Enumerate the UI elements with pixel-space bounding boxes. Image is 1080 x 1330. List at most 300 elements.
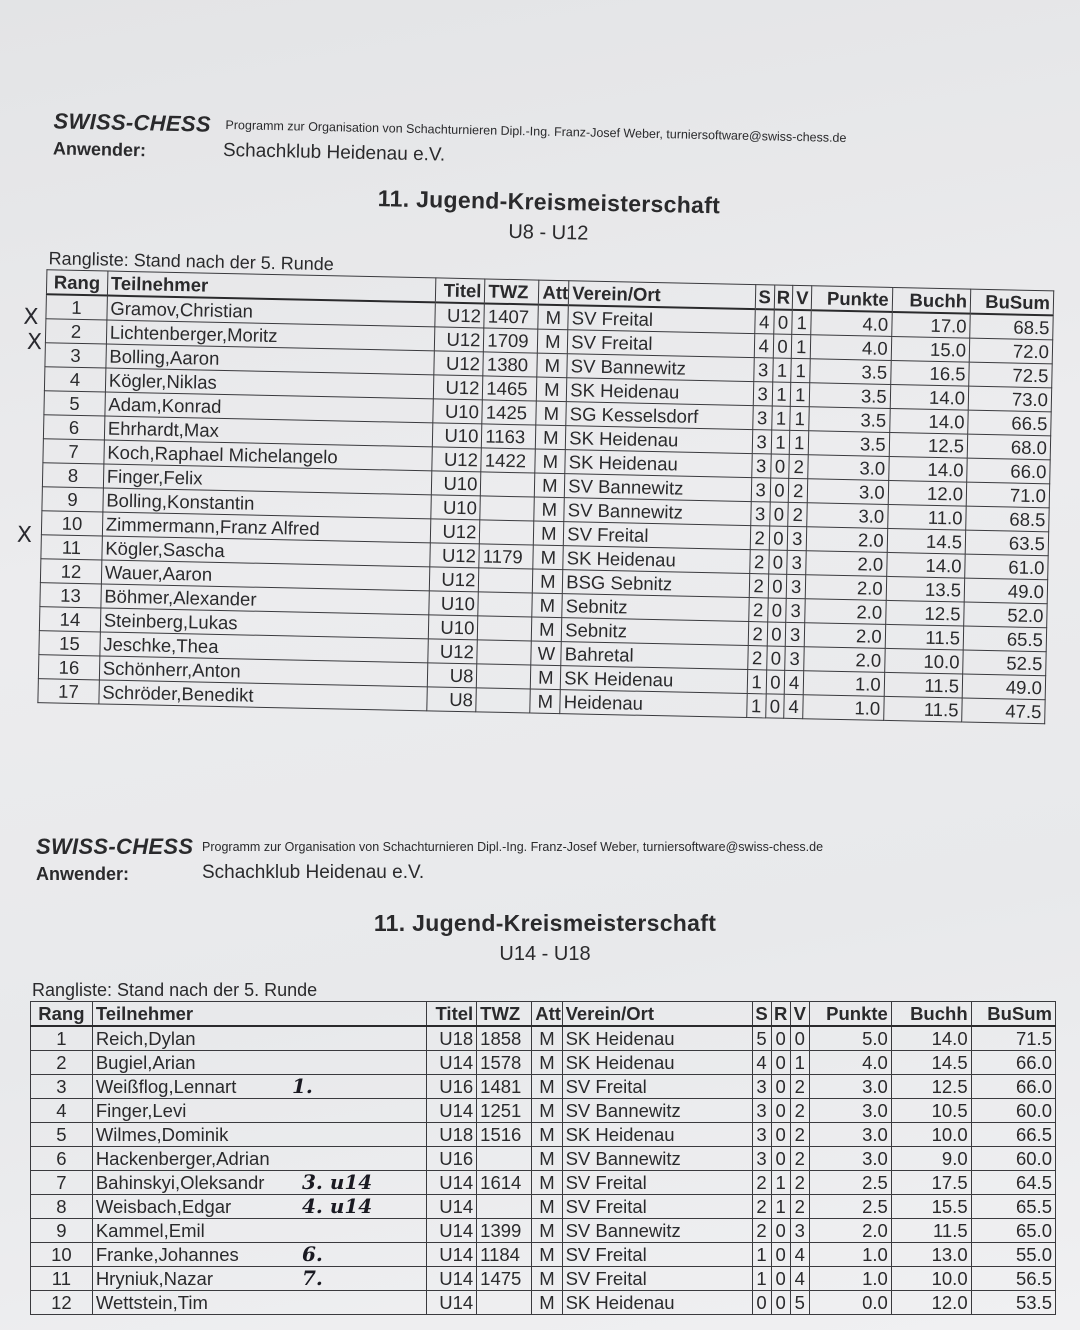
cell-buchholz: 10.0 <box>884 648 963 674</box>
cell-busum: 72.5 <box>969 362 1052 388</box>
cell-points: 3.5 <box>808 431 889 457</box>
cell-att: M <box>532 1026 562 1051</box>
cell-club: SV Freital <box>568 330 755 358</box>
column-header-draws: R <box>774 285 793 310</box>
column-header-losses: V <box>790 1002 809 1027</box>
cell-draws: 0 <box>771 1075 790 1099</box>
cell-twz <box>477 664 532 689</box>
cell-rank: 1 <box>31 1026 93 1051</box>
cell-club: SG Kesselsdorf <box>566 402 753 430</box>
cell-losses: 4 <box>785 670 804 694</box>
cell-points: 3.0 <box>809 1123 891 1147</box>
tournament-u14-u18 <box>30 826 1060 1315</box>
cell-losses: 1 <box>792 310 811 335</box>
cell-club: SK Heidenau <box>566 426 753 454</box>
tournament-subtitle: U8 - U12 <box>508 220 589 245</box>
cell-wins: 3 <box>752 430 771 454</box>
cell-points: 2.0 <box>806 551 887 577</box>
cell-att: M <box>532 593 562 618</box>
cell-wins: 2 <box>748 622 767 646</box>
cell-losses: 1 <box>790 430 809 454</box>
cell-att: M <box>532 1267 562 1291</box>
cell-points: 4.0 <box>810 335 891 361</box>
pen-x-mark: X <box>23 304 39 331</box>
cell-draws: 0 <box>771 1051 790 1075</box>
cell-club: SK Heidenau <box>562 1291 752 1315</box>
column-header-title: Titel <box>435 278 485 304</box>
cell-points: 3.5 <box>809 383 890 409</box>
pen-x-mark: X <box>16 522 33 549</box>
cell-att: M <box>536 425 566 450</box>
cell-att: M <box>532 1243 562 1267</box>
cell-twz: 1184 <box>477 1243 532 1267</box>
cell-title: U12 <box>434 302 484 328</box>
cell-draws: 0 <box>773 309 792 334</box>
cell-club: SV Freital <box>562 1267 752 1291</box>
cell-busum: 49.0 <box>962 674 1045 700</box>
cell-draws: 0 <box>768 550 787 574</box>
cell-title: U14 <box>426 1291 477 1315</box>
cell-buchholz: 16.5 <box>890 360 969 386</box>
cell-title: U14 <box>426 1099 477 1123</box>
cell-att: M <box>532 1099 562 1123</box>
cell-losses: 2 <box>789 478 808 502</box>
cell-twz: 1578 <box>477 1051 532 1075</box>
cell-draws: 1 <box>772 382 791 406</box>
cell-twz: 1425 <box>482 400 537 425</box>
cell-draws: 0 <box>766 670 785 694</box>
cell-wins: 3 <box>751 502 770 526</box>
cell-wins: 1 <box>752 1243 771 1267</box>
cell-busum: 68.0 <box>967 434 1050 460</box>
cell-busum: 63.5 <box>965 530 1048 556</box>
cell-rank: 11 <box>31 1267 93 1291</box>
cell-participant: Weisbach,Edgar <box>92 1195 426 1219</box>
cell-buchholz: 10.5 <box>891 1099 971 1123</box>
cell-wins: 3 <box>753 406 772 430</box>
cell-losses: 1 <box>791 358 810 382</box>
cell-points: 2.0 <box>806 527 887 553</box>
cell-losses: 3 <box>786 598 805 622</box>
cell-wins: 3 <box>754 358 773 382</box>
table-row <box>31 1147 1056 1171</box>
cell-participant: Kammel,Emil <box>92 1219 426 1243</box>
column-header-busum: BuSum <box>970 289 1053 315</box>
cell-draws: 0 <box>771 1147 790 1171</box>
cell-busum: 71.5 <box>971 1026 1055 1051</box>
column-header-buchholz: Buchh <box>891 1002 971 1027</box>
cell-title: U12 <box>430 519 480 544</box>
cell-twz <box>477 1291 532 1315</box>
cell-club: Sebnitz <box>562 618 749 646</box>
cell-busum: 55.0 <box>971 1243 1055 1267</box>
cell-title: U10 <box>430 495 480 520</box>
cell-buchholz: 15.0 <box>891 336 970 362</box>
handwritten-note: 4. u14 <box>302 1194 373 1218</box>
cell-points: 1.0 <box>809 1267 891 1291</box>
cell-losses: 4 <box>784 694 803 718</box>
cell-losses: 3 <box>786 622 805 646</box>
cell-participant: Koch,Raphael Michelangelo <box>104 440 432 471</box>
cell-buchholz: 13.0 <box>891 1243 971 1267</box>
cell-draws: 0 <box>773 334 792 358</box>
cell-wins: 3 <box>752 1147 771 1171</box>
cell-busum: 66.5 <box>971 1123 1055 1147</box>
cell-rank: 9 <box>31 1219 93 1243</box>
cell-buchholz: 14.5 <box>887 528 966 554</box>
cell-wins: 2 <box>750 550 769 574</box>
column-header-rank: Rang <box>31 1002 93 1027</box>
cell-busum: 60.0 <box>971 1099 1055 1123</box>
cell-busum: 65.5 <box>963 626 1046 652</box>
cell-att: M <box>532 1291 562 1315</box>
cell-losses: 1 <box>792 334 811 358</box>
cell-att: M <box>533 545 563 570</box>
table-row <box>31 1219 1056 1243</box>
cell-title: U10 <box>432 423 482 448</box>
cell-rank: 17 <box>38 679 99 704</box>
table-header <box>31 1002 1056 1027</box>
cell-busum: 68.5 <box>966 506 1049 532</box>
cell-club: Sebnitz <box>562 594 749 622</box>
cell-rank: 2 <box>31 1051 93 1075</box>
table-row <box>31 1267 1056 1291</box>
standings-table <box>37 269 1054 724</box>
cell-att: M <box>532 1123 562 1147</box>
cell-wins: 3 <box>752 454 771 478</box>
cell-club: SV Bannewitz <box>565 474 752 502</box>
cell-participant: Gramov,Christian <box>107 296 435 327</box>
cell-rank: 8 <box>31 1195 93 1219</box>
cell-draws: 0 <box>767 598 786 622</box>
cell-rank: 9 <box>42 487 103 512</box>
cell-losses: 3 <box>788 526 807 550</box>
column-header-wins: S <box>755 285 774 310</box>
cell-draws: 0 <box>766 646 785 670</box>
cell-rank: 2 <box>45 319 106 344</box>
cell-title: U18 <box>426 1123 477 1147</box>
cell-participant: Ehrhardt,Max <box>104 416 432 447</box>
cell-losses: 2 <box>790 1123 809 1147</box>
cell-participant: Hryniuk,Nazar <box>92 1267 426 1291</box>
cell-wins: 2 <box>749 598 768 622</box>
cell-wins: 4 <box>755 309 774 334</box>
cell-busum: 66.0 <box>971 1051 1055 1075</box>
cell-buchholz: 12.5 <box>891 1075 971 1099</box>
cell-losses: 2 <box>789 454 808 478</box>
cell-draws: 1 <box>771 406 790 430</box>
cell-rank: 10 <box>41 511 102 536</box>
column-header-participant: Teilnehmer <box>92 1002 426 1027</box>
cell-buchholz: 12.0 <box>891 1291 971 1315</box>
cell-rank: 12 <box>40 559 101 584</box>
program-line: Programm zur Organisation von Schachturnieren Dipl.-Ing. Franz-Josef Weber, turniersoftware@swiss-chess.de <box>202 840 824 854</box>
cell-busum: 66.5 <box>968 410 1051 436</box>
cell-points: 3.0 <box>809 1147 891 1171</box>
column-header-att: Att <box>539 280 569 305</box>
cell-wins: 1 <box>747 670 766 694</box>
cell-draws: 0 <box>771 1099 790 1123</box>
handwritten-note: 3. u14 <box>302 1170 373 1194</box>
cell-twz <box>478 592 533 617</box>
cell-att: M <box>533 569 563 594</box>
column-header-losses: V <box>793 285 812 310</box>
cell-busum: 60.0 <box>971 1147 1055 1171</box>
cell-rank: 15 <box>39 631 100 656</box>
cell-twz: 1614 <box>477 1171 532 1195</box>
cell-wins: 3 <box>753 382 772 406</box>
cell-buchholz: 15.5 <box>891 1195 971 1219</box>
table-row <box>31 1243 1056 1267</box>
table-row <box>31 1291 1056 1315</box>
cell-participant: Kögler,Sascha <box>102 536 430 567</box>
cell-twz: 1858 <box>477 1026 532 1051</box>
cell-buchholz: 11.5 <box>885 624 964 650</box>
user-value: Schachklub Heidenau e.V. <box>202 862 425 883</box>
cell-att: M <box>532 1051 562 1075</box>
cell-twz: 1179 <box>479 544 534 569</box>
cell-draws: 0 <box>769 502 788 526</box>
cell-rank: 6 <box>43 415 104 440</box>
cell-participant: Bolling,Konstantin <box>103 488 431 519</box>
cell-buchholz: 10.0 <box>891 1267 971 1291</box>
cell-busum: 47.5 <box>962 698 1045 724</box>
cell-club: SK Heidenau <box>561 666 748 694</box>
cell-busum: 66.0 <box>967 458 1050 484</box>
sheet-header <box>35 100 1066 182</box>
cell-twz: 1465 <box>483 376 538 401</box>
cell-draws: 1 <box>771 430 790 454</box>
cell-participant: Wettstein,Tim <box>92 1291 426 1315</box>
column-header-busum: BuSum <box>971 1002 1055 1027</box>
cell-buchholz: 11.5 <box>884 672 963 698</box>
cell-buchholz: 11.5 <box>891 1219 971 1243</box>
cell-wins: 3 <box>752 1099 771 1123</box>
cell-losses: 0 <box>790 1026 809 1051</box>
cell-att: M <box>534 521 564 546</box>
cell-title: U12 <box>434 327 484 352</box>
cell-wins: 2 <box>752 1219 771 1243</box>
cell-twz: 1163 <box>482 424 537 449</box>
cell-participant: Franke,Johannes <box>92 1243 426 1267</box>
cell-att: M <box>530 689 560 714</box>
cell-club: SV Bannewitz <box>567 354 754 382</box>
cell-participant: Steinberg,Lukas <box>100 608 428 639</box>
cell-participant: Kögler,Niklas <box>105 368 433 399</box>
cell-points: 0.0 <box>809 1291 891 1315</box>
user-label: Anwender: <box>36 864 130 884</box>
cell-title: U12 <box>427 639 477 664</box>
cell-title: U12 <box>433 375 483 400</box>
cell-draws: 0 <box>770 478 789 502</box>
cell-wins: 5 <box>752 1026 771 1051</box>
cell-att: M <box>537 377 567 402</box>
cell-points: 2.0 <box>804 623 885 649</box>
cell-buchholz: 12.0 <box>888 480 967 506</box>
cell-buchholz: 12.5 <box>889 432 968 458</box>
cell-club: SV Freital <box>562 1243 752 1267</box>
table-row <box>31 1123 1056 1147</box>
cell-rank: 14 <box>39 607 100 632</box>
cell-twz <box>478 616 533 641</box>
cell-draws: 0 <box>765 694 784 718</box>
sheet-header <box>30 826 1060 886</box>
cell-buchholz: 11.0 <box>887 504 966 530</box>
cell-points: 3.5 <box>810 359 891 385</box>
cell-losses: 3 <box>787 550 806 574</box>
cell-rank: 7 <box>31 1171 93 1195</box>
cell-buchholz: 10.0 <box>891 1123 971 1147</box>
cell-wins: 4 <box>754 334 773 358</box>
column-header-points: Punkte <box>811 286 892 312</box>
cell-wins: 2 <box>749 574 768 598</box>
column-header-points: Punkte <box>809 1002 891 1027</box>
cell-points: 5.0 <box>809 1026 891 1051</box>
cell-buchholz: 14.5 <box>891 1051 971 1075</box>
cell-buchholz: 17.5 <box>891 1171 971 1195</box>
cell-participant: Lichtenberger,Moritz <box>106 320 434 351</box>
cell-buchholz: 11.5 <box>883 696 962 722</box>
cell-draws: 0 <box>771 1243 790 1267</box>
cell-title: U12 <box>429 543 479 568</box>
cell-busum: 61.0 <box>965 554 1048 580</box>
cell-twz <box>477 1147 532 1171</box>
tournament-u8-u12 <box>16 100 1065 724</box>
cell-att: M <box>536 401 566 426</box>
cell-title: U12 <box>433 351 483 376</box>
cell-title: U10 <box>428 615 478 640</box>
cell-points: 3.0 <box>807 479 888 505</box>
cell-att: M <box>538 329 568 354</box>
cell-losses: 1 <box>790 406 809 430</box>
cell-wins: 3 <box>752 1075 771 1099</box>
cell-twz <box>480 496 535 521</box>
cell-wins: 4 <box>752 1051 771 1075</box>
cell-twz: 1709 <box>484 328 539 353</box>
cell-club: BSG Sebnitz <box>563 570 750 598</box>
column-header-att: Att <box>532 1002 562 1027</box>
tournament-title: 11. Jugend-Kreismeisterschaft <box>373 910 717 936</box>
cell-draws: 1 <box>772 358 791 382</box>
cell-rank: 5 <box>44 391 105 416</box>
standings-table <box>30 1001 1056 1315</box>
program-line: Programm zur Organisation von Schachturnieren Dipl.-Ing. Franz-Josef Weber, turniersoftware@swiss-chess.de <box>225 117 847 145</box>
cell-twz: 1251 <box>477 1099 532 1123</box>
cell-club: SK Heidenau <box>562 1051 752 1075</box>
brand-title: SWISS-CHESS <box>53 108 212 137</box>
cell-rank: 6 <box>31 1147 93 1171</box>
cell-losses: 3 <box>787 574 806 598</box>
cell-rank: 11 <box>41 535 102 560</box>
pen-x-mark: X <box>26 329 43 356</box>
cell-buchholz: 14.0 <box>889 408 968 434</box>
column-header-club: Verein/Ort <box>562 1002 752 1027</box>
cell-draws: 0 <box>771 1267 790 1291</box>
tournament-subtitle: U14 - U18 <box>499 943 591 965</box>
cell-title: U14 <box>426 1171 477 1195</box>
cell-twz <box>479 568 534 593</box>
cell-busum: 72.0 <box>969 338 1052 364</box>
cell-club: SV Bannewitz <box>562 1219 752 1243</box>
cell-title: U14 <box>426 1195 477 1219</box>
cell-buchholz: 14.0 <box>890 384 969 410</box>
cell-participant: Bugiel,Arian <box>92 1051 426 1075</box>
cell-twz <box>481 472 536 497</box>
cell-participant: Weißflog,Lennart <box>92 1075 426 1099</box>
cell-draws: 0 <box>771 1026 790 1051</box>
cell-draws: 0 <box>771 1219 790 1243</box>
cell-att: M <box>532 1147 562 1171</box>
standings-caption: Rangliste: Stand nach der 5. Runde <box>32 980 318 1000</box>
cell-club: SV Bannewitz <box>562 1099 752 1123</box>
cell-club: SK Heidenau <box>567 378 754 406</box>
cell-losses: 2 <box>790 1075 809 1099</box>
column-header-twz: TWZ <box>485 279 540 305</box>
cell-rank: 7 <box>43 439 104 464</box>
cell-participant: Zimmermann,Franz Alfred <box>102 512 430 543</box>
cell-club: SV Freital <box>562 1195 752 1219</box>
cell-att: M <box>532 1075 562 1099</box>
cell-wins: 3 <box>752 1123 771 1147</box>
cell-att: M <box>538 305 568 330</box>
cell-title: U10 <box>432 399 482 424</box>
cell-att: M <box>532 1171 562 1195</box>
cell-att: W <box>531 641 561 666</box>
cell-title: U12 <box>429 567 479 592</box>
cell-att: M <box>535 449 565 474</box>
cell-wins: 2 <box>752 1195 771 1219</box>
cell-title: U8 <box>427 663 477 688</box>
standings-caption: Rangliste: Stand nach der 5. Runde <box>48 248 335 275</box>
table-row <box>31 1075 1056 1099</box>
cell-points: 2.5 <box>809 1195 891 1219</box>
table-row <box>31 1171 1056 1195</box>
cell-club: SK Heidenau <box>563 546 750 574</box>
cell-losses: 2 <box>790 1147 809 1171</box>
cell-buchholz: 13.5 <box>886 576 965 602</box>
cell-busum: 53.5 <box>971 1291 1055 1315</box>
cell-participant: Finger,Felix <box>103 464 431 495</box>
cell-buchholz: 14.0 <box>891 1026 971 1051</box>
cell-title: U10 <box>431 471 481 496</box>
cell-wins: 1 <box>752 1267 771 1291</box>
cell-points: 3.5 <box>809 407 890 433</box>
cell-draws: 1 <box>771 1195 790 1219</box>
cell-participant: Adam,Konrad <box>105 392 433 423</box>
cell-twz: 1481 <box>477 1075 532 1099</box>
cell-club: SV Freital <box>562 1171 752 1195</box>
cell-losses: 1 <box>791 382 810 406</box>
cell-title: U10 <box>428 591 478 616</box>
cell-rank: 8 <box>42 463 103 488</box>
cell-points: 1.0 <box>803 695 884 721</box>
cell-title: U16 <box>426 1147 477 1171</box>
cell-club: SK Heidenau <box>562 1123 752 1147</box>
cell-att: M <box>531 665 561 690</box>
table-row <box>31 1195 1056 1219</box>
cell-participant: Bolling,Aaron <box>106 344 434 375</box>
cell-buchholz: 14.0 <box>886 552 965 578</box>
cell-losses: 2 <box>790 1171 809 1195</box>
cell-points: 3.0 <box>808 455 889 481</box>
cell-twz <box>477 640 532 665</box>
cell-participant: Schönherr,Anton <box>99 656 427 687</box>
table-row <box>31 1051 1056 1075</box>
cell-participant: Finger,Levi <box>92 1099 426 1123</box>
column-header-title: Titel <box>426 1002 477 1027</box>
column-header-draws: R <box>771 1002 790 1027</box>
cell-twz: 1399 <box>477 1219 532 1243</box>
